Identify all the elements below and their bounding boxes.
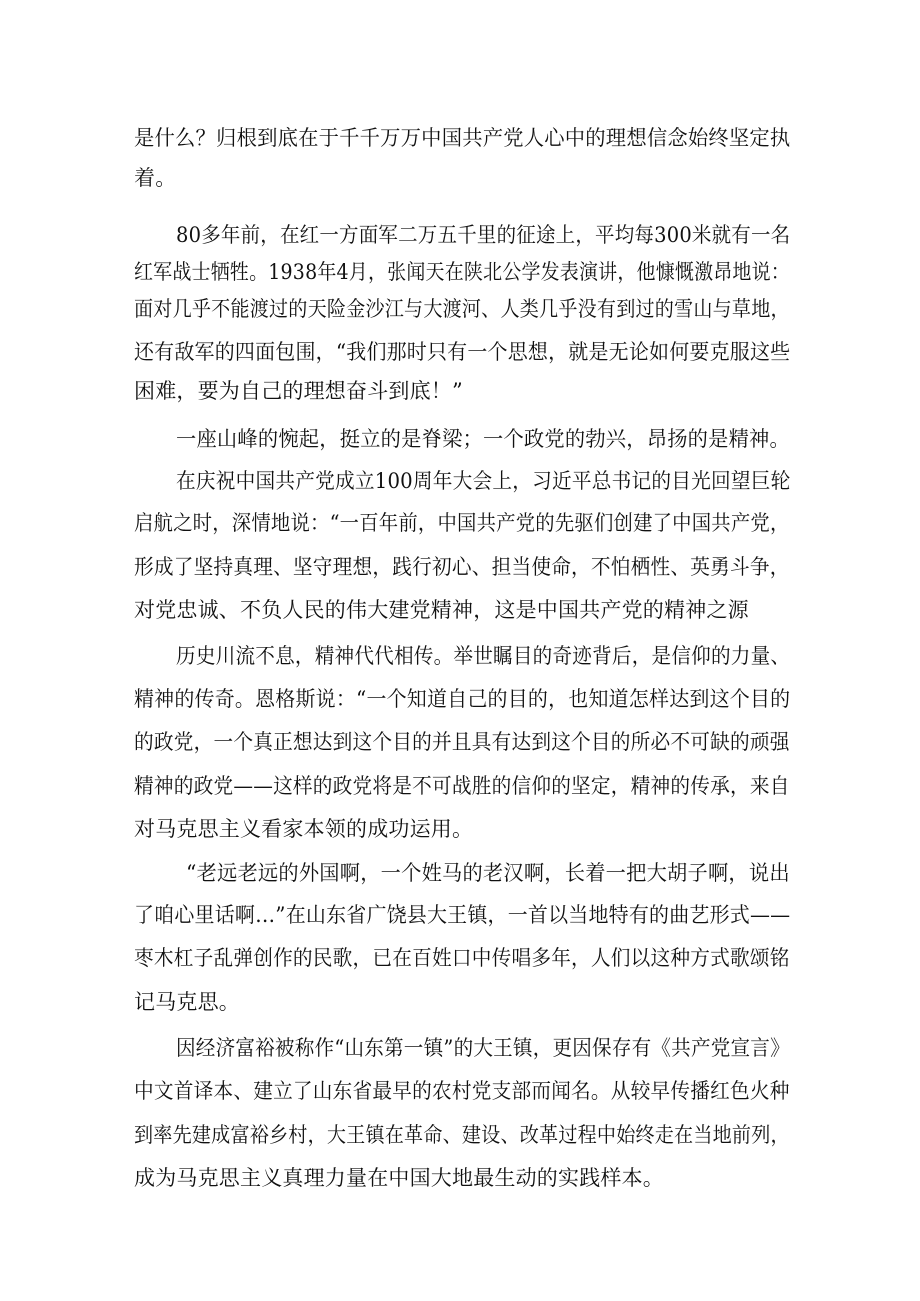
- p6-line-4: 记马克思。: [134, 990, 240, 1014]
- p6-line-2: 了咱心里话啊…”在山东省广饶县大王镇，一首以当地特有的曲艺形式——: [134, 903, 791, 927]
- p7-line-4: 成为马克思主义真理力量在中国大地最生动的实践样本。: [134, 1166, 664, 1190]
- p7-line-1: 因经济富裕被称作“山东第一镇”的大王镇，更因保存有《共产党宣言》: [176, 1036, 790, 1060]
- p5-line-4: 精神的政党——这样的政党将是不可战胜的信仰的坚定，精神的传承，来自: [134, 774, 790, 798]
- p2-line-3: 面对几乎不能渡过的天险金沙江与大渡河、人类几乎没有到过的雪山与草地，: [134, 297, 790, 321]
- p6-line-3: 枣木杠子乱弹创作的民歌，已在百姓口中传唱多年，人们以这种方式歌颂铭: [134, 946, 790, 970]
- p1-line-2: 着。: [134, 166, 177, 190]
- p5-line-2: 精神的传奇。恩格斯说：“一个知道自己的目的，也知道怎样达到这个目的: [134, 687, 791, 711]
- p2-line-1: 80多年前，在红一方面军二万五千里的征途上，平均每300米就有一名: [176, 223, 791, 247]
- p4-line-3: 形成了坚持真理、坚守理想，践行初心、担当使命，不怕栖性、英勇斗争，: [134, 555, 790, 579]
- p2-line-5: 困难，要为自己的理想奋斗到底！”: [134, 379, 463, 403]
- p4-line-1: 在庆祝中国共产党成立100周年大会上，习近平总书记的目光回望巨轮: [176, 469, 791, 493]
- p4-line-4: 对党忠诚、不负人民的伟大建党精神，这是中国共产党的精神之源: [134, 598, 749, 622]
- p2-line-4: 还有敌军的四面包围，“我们那时只有一个思想，就是无论如何要克服这些: [134, 340, 791, 364]
- p7-line-3: 到率先建成富裕乡村，大王镇在革命、建设、改革过程中始终走在当地前列，: [134, 1123, 790, 1147]
- p2-line-2: 红军战士牺牲。1938年4月，张闻天在陕北公学发表演讲，他慷慨激昂地说：: [134, 260, 790, 284]
- p4-line-2: 启航之时，深情地说：“一百年前，中国共产党的先驱们创建了中国共产党，: [134, 511, 790, 535]
- p5-line-1: 历史川流不息，精神代代相传。举世瞩目的奇迹背后，是信仰的力量、: [176, 644, 791, 668]
- p5-line-3: 的政党，一个真正想达到这个目的并且具有达到这个目的所必不可缺的顽强: [134, 730, 790, 754]
- p1-line-1: 是什么？归根到底在于千千万万中国共产党人心中的理想信念始终坚定执: [134, 126, 791, 150]
- p5-line-5: 对马克思主义看家本领的成功运用。: [134, 817, 474, 841]
- p7-line-2: 中文首译本、建立了山东省最早的农村党支部而闻名。从较早传播红色火种: [134, 1079, 790, 1103]
- p3-line-1: 一座山峰的惋起，挺立的是脊梁；一个政党的勃兴，昂扬的是精神。: [176, 427, 790, 451]
- p6-line-1: “老远老远的外国啊，一个姓马的老汉啊，长着一把大胡子啊，说出: [186, 861, 790, 885]
